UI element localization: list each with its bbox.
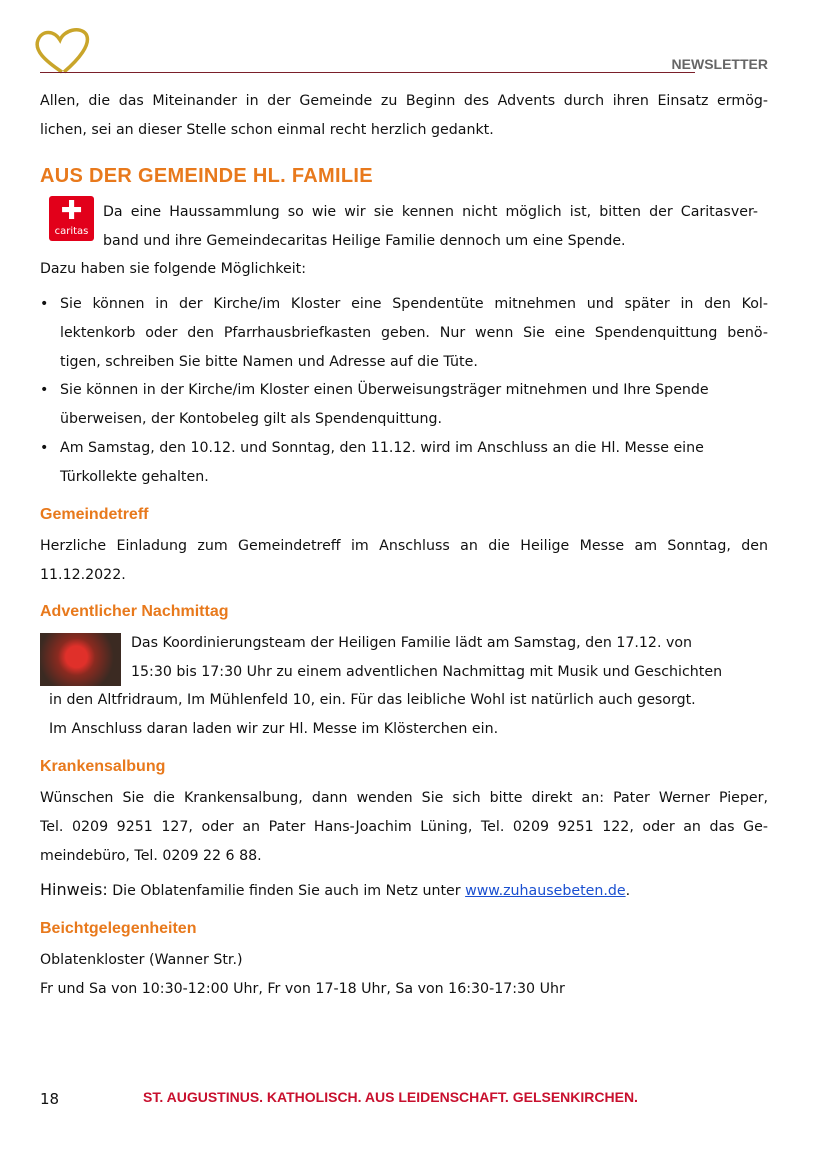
caritas-logo-text: caritas	[54, 226, 89, 237]
text-line: Tel. 0209 9251 127, oder an Pater Hans-Joachim Lüning, Tel. 0209 9251 122, oder an das Ge-	[40, 818, 768, 835]
text-line: Sie können in der Kirche/im Kloster einen Überweisungsträger mitnehmen und Ihre Spende	[60, 382, 709, 399]
text-line: band und ihre Gemeindecaritas Heilige Familie dennoch um eine Spende.	[103, 232, 626, 249]
beicht-paragraph	[40, 946, 768, 1004]
text-line: Fr und Sa von 10:30-12:00 Uhr, Fr von 17-18 Uhr, Sa von 16:30-17:30 Uhr	[40, 980, 565, 997]
kranken-paragraph	[40, 784, 768, 870]
text-line: Da eine Haussammlung so wie wir sie kennen nicht möglich ist, bitten der Caritasver-	[103, 204, 758, 220]
footer-slogan: ST. AUGUSTINUS. KATHOLISCH. AUS LEIDENSCHAFT. GELSENKIRCHEN.	[143, 1089, 638, 1105]
text-line: in den Altfridraum, Im Mühlenfeld 10, ein. Für das leibliche Wohl ist natürlich auch gesorgt.	[49, 692, 696, 708]
text-line: Am Samstag, den 10.12. und Sonntag, den 11.12. wird im Anschluss an die Hl. Messe eine	[60, 439, 704, 456]
text-line: lektenkorb oder den Pfarrhausbriefkasten geben. Nur wenn Sie eine Spendenquittung benö-	[60, 324, 768, 341]
bullet-icon: •	[40, 439, 49, 456]
advent-paragraph	[131, 629, 768, 687]
bullet-icon: •	[40, 382, 49, 399]
text-line: lichen, sei an dieser Stelle schon einmal recht herzlich gedankt.	[40, 121, 494, 138]
cross-icon: ✚	[60, 196, 83, 226]
gemeindetreff-paragraph	[40, 532, 768, 590]
text-line: Das Koordinierungsteam der Heiligen Familie lädt am Samstag, den 17.12. von	[131, 635, 693, 651]
subheading: Beichtgelegenheiten	[40, 920, 197, 937]
heart-logo	[34, 26, 92, 74]
punctuation: .	[625, 883, 631, 899]
advent-paragraph-cont	[49, 686, 777, 744]
caritas-paragraph	[103, 198, 758, 256]
subheading: Adventlicher Nachmittag	[40, 603, 229, 620]
text-line: Dazu haben sie folgende Möglichkeit:	[40, 261, 306, 277]
text-line: Herzliche Einladung zum Gemeindetreff im Anschluss an die Heilige Messe am Sonntag, den	[40, 538, 768, 554]
text-line: Allen, die das Miteinander in der Gemeinde zu Beginn des Advents durch ihren Einsatz ermög-	[40, 93, 768, 109]
website-link[interactable]: www.zuhausebeten.de	[465, 883, 626, 899]
text-line: Im Anschluss daran laden wir zur Hl. Messe im Klösterchen ein.	[49, 720, 499, 737]
text-line: überweisen, der Kontobeleg gilt als Spendenquittung.	[60, 411, 442, 428]
hinweis-line	[40, 876, 768, 905]
header-rule	[40, 72, 695, 73]
text-line: Sie können in der Kirche/im Kloster eine Spendentüte mitnehmen und später in den Kol-	[60, 296, 768, 312]
subheading: Gemeindetreff	[40, 506, 149, 523]
hinweis-label: Hinweis:	[40, 880, 108, 899]
page-number: 18	[40, 1090, 60, 1108]
text-line: 11.12.2022.	[40, 566, 126, 583]
caritas-logo	[49, 196, 94, 241]
text-line: Oblatenkloster (Wanner Str.)	[40, 952, 243, 968]
list-item	[40, 434, 768, 492]
text-line: tigen, schreiben Sie bitte Namen und Adresse auf die Tüte.	[60, 353, 478, 370]
bullet-icon: •	[40, 296, 49, 312]
subheading: Krankensalbung	[40, 758, 166, 775]
header-label: NEWSLETTER	[671, 56, 768, 72]
text-line: 15:30 bis 17:30 Uhr zu einem adventlichen Nachmittag mit Musik und Geschichten	[131, 663, 723, 680]
section-title: AUS DER GEMEINDE HL. FAMILIE	[40, 165, 373, 187]
advent-candles-image	[40, 633, 121, 686]
list-item	[40, 290, 768, 376]
hinweis-text: Die Oblatenfamilie finden Sie auch im Netz unter	[107, 883, 466, 899]
bullet-list	[40, 290, 768, 492]
intro-paragraph	[40, 87, 768, 145]
text-line: Wünschen Sie die Krankensalbung, dann wenden Sie sich bitte direkt an: Pater Werner Pieper,	[40, 790, 768, 806]
text-line: meindebüro, Tel. 0209 22 6 88.	[40, 847, 262, 864]
list-item	[40, 376, 768, 434]
text-line: Türkollekte gehalten.	[60, 468, 209, 485]
